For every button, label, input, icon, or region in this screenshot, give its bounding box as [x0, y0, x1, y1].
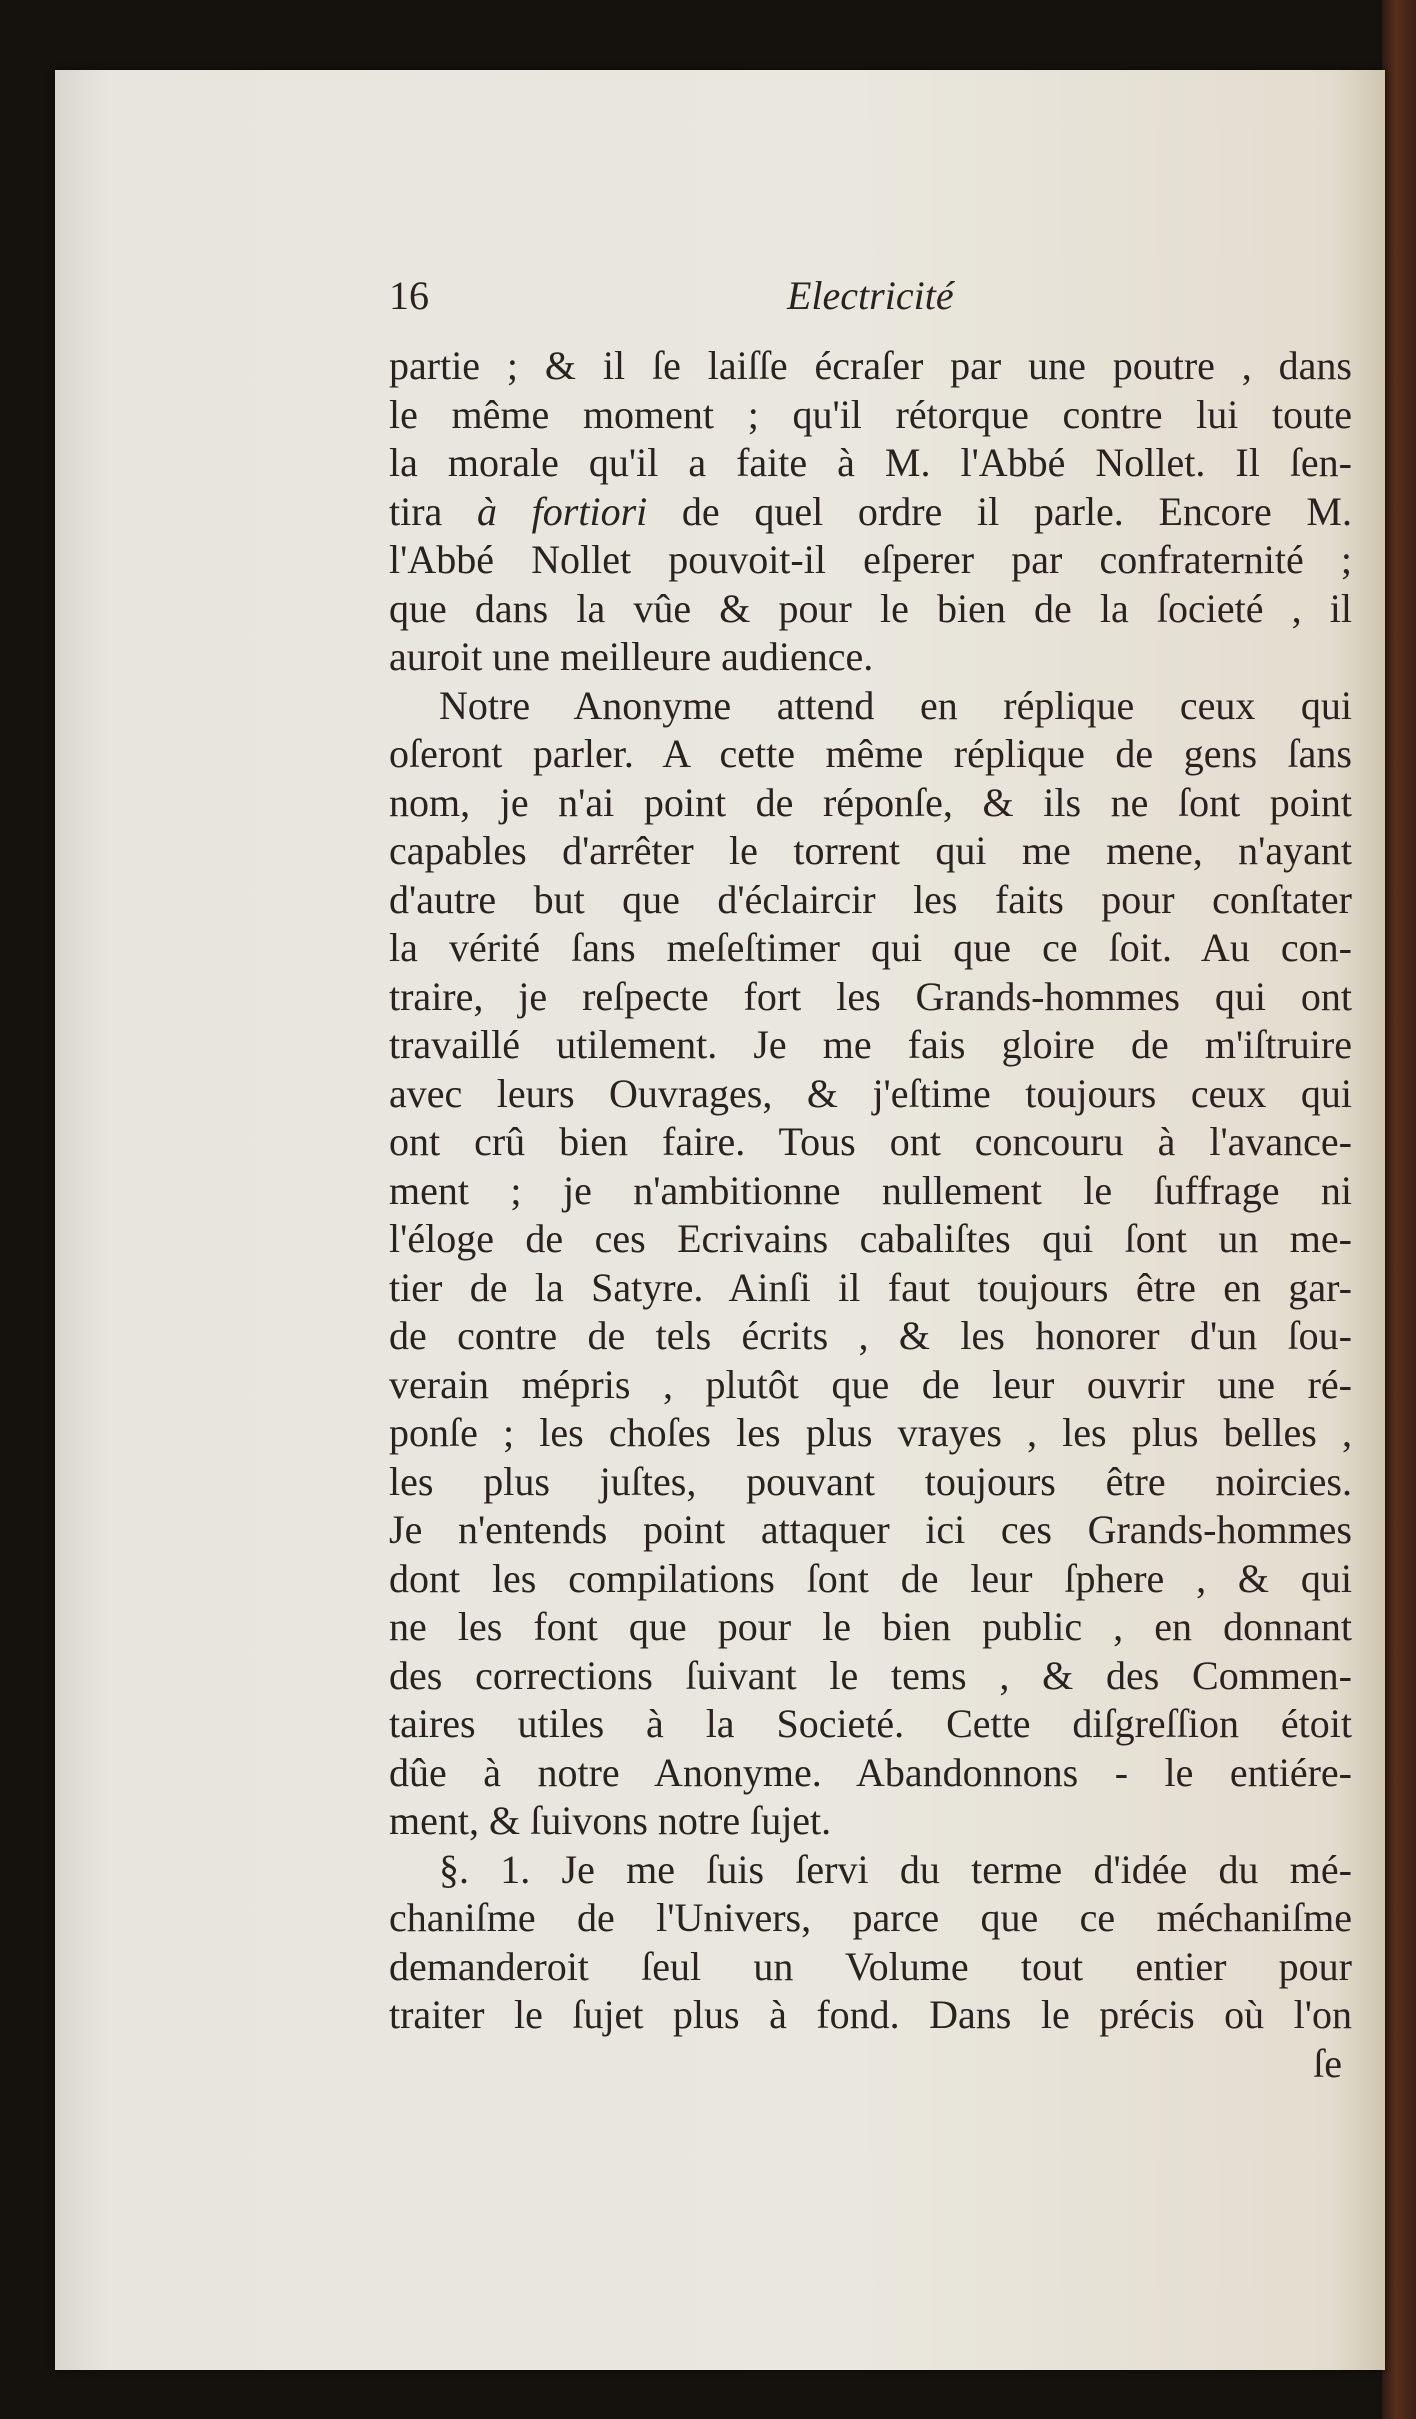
text-line: d'autre but que d'éclaircir les faits pour conſtater	[389, 876, 1352, 922]
text-line: travaillé utilement. Je me fais gloire de m'iſtruire	[389, 1022, 1352, 1067]
page-header	[389, 272, 1352, 322]
catchword: ſe	[1313, 2040, 1342, 2086]
text-line: taires utiles à la Societé. Cette diſgreſſion étoit	[389, 1701, 1352, 1746]
text-line: Notre Anonyme attend en réplique ceux qui	[439, 682, 1352, 728]
text-line: dont les compilations ſont de leur ſphere , & qui	[389, 1555, 1352, 1601]
text-line: de contre de tels écrits , & les honorer d'un ſou-	[389, 1313, 1352, 1358]
text-line: que dans la vûe & pour le bien de la ſocieté , il	[389, 585, 1352, 631]
text-line: ont crû bien faire. Tous ont concouru à l'avance-	[389, 1119, 1352, 1164]
page-body-text	[389, 342, 1352, 2088]
text-line: traire, je reſpecte fort les Grands-hommes qui ont	[389, 973, 1352, 1019]
text-line: oſeront parler. A cette même réplique de gens ſans	[389, 731, 1352, 776]
page-number: 16	[389, 273, 429, 318]
text-line: demanderoit ſeul un Volume tout entier pour	[389, 1943, 1352, 1989]
text-line: la vérité ſans meſeſtimer qui que ce ſoit. Au con-	[389, 925, 1352, 970]
text-line: l'éloge de ces Ecrivains cabaliſtes qui ſont un me-	[389, 1216, 1352, 1261]
text-line: dûe à notre Anonyme. Abandonnons - le entiére-	[389, 1749, 1352, 1795]
text-line: partie ; & il ſe laiſſe écraſer par une poutre , dans	[389, 343, 1352, 388]
text-line: tier de la Satyre. Ainſi il faut toujours être en gar-	[389, 1264, 1352, 1310]
text-line: §. 1. Je me ſuis ſervi du terme d'idée du mé-	[439, 1846, 1352, 1892]
text-line: ment, & ſuivons notre ſujet.	[389, 1798, 832, 1843]
text-line: auroit une meilleure audience.	[389, 634, 874, 679]
italic-phrase: à fortiori	[476, 488, 648, 534]
text-line: chaniſme de l'Univers, parce que ce méchaniſme	[389, 1895, 1352, 1940]
text-line: traiter le ſujet plus à fond. Dans le précis où l'on	[389, 1992, 1352, 2037]
book-spine-edge	[1382, 0, 1416, 2419]
text-line: capables d'arrêter le torrent qui me mene, n'ayant	[389, 828, 1352, 873]
text-line: le même moment ; qu'il rétorque contre lui toute	[389, 391, 1352, 437]
text-line: l'Abbé Nollet pouvoit-il eſperer par confraternité ;	[389, 537, 1352, 582]
text-line: nom, je n'ai point de réponſe, & ils ne ſont point	[389, 779, 1352, 825]
text-line: la morale qu'il a faite à M. l'Abbé Nollet. Il ſen-	[389, 440, 1352, 485]
text-line: tira à fortiori de quel ordre il parle. Encore M.	[389, 488, 1352, 534]
text-line: ne les font que pour le bien public , en donnant	[389, 1604, 1352, 1649]
text-line: ponſe ; les choſes les plus vrayes , les plus belles ,	[389, 1410, 1352, 1455]
text-line: ment ; je n'ambitionne nullement le ſuffrage ni	[389, 1167, 1352, 1213]
text-line: Je n'entends point attaquer ici ces Grands-hommes	[389, 1507, 1352, 1552]
running-title: Electricité	[787, 273, 954, 318]
text-line: avec leurs Ouvrages, & j'eſtime toujours ceux qui	[389, 1070, 1352, 1116]
text-line: des corrections ſuivant le tems , & des Commen-	[389, 1652, 1352, 1698]
text-line: les plus juſtes, pouvant toujours être noircies.	[389, 1458, 1352, 1504]
text-line: verain mépris , plutôt que de leur ouvrir une ré-	[389, 1361, 1352, 1407]
